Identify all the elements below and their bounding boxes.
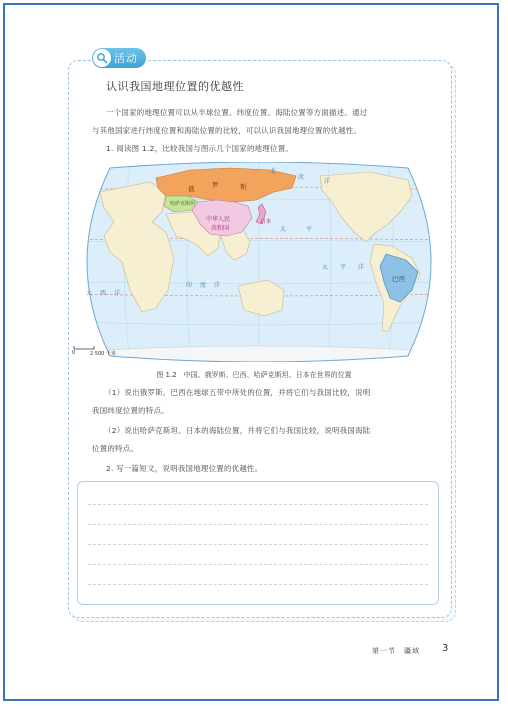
question-2-line-1: （2）说出哈萨克斯坦、日本的海陆位置，并将它们与我国比较，说明我国海陆 (104, 426, 371, 435)
ocean-atlantic-3: 洋 (114, 290, 121, 297)
ocean-indian-2: 度 (200, 282, 207, 289)
question-1-line-1: （1）说出俄罗斯、巴西在地球五带中所处的位置，并将它们与我国比较，说明 (104, 388, 371, 397)
label-japan: 日本 (260, 219, 272, 225)
label-russia-2: 罗 (212, 181, 219, 189)
writing-area[interactable] (77, 481, 439, 605)
intro-line-2: 与其他国家进行纬度位置和海陆位置的比较，可以认识我国地理位置的优越性。 (92, 126, 362, 135)
ocean-indian-1: 印 (186, 282, 193, 289)
scale-bar (74, 346, 94, 349)
writing-line (88, 504, 428, 505)
ocean-indian-3: 洋 (214, 282, 221, 289)
ocean-pacific-east-3: 洋 (358, 264, 365, 271)
writing-line (88, 524, 428, 525)
question-2-line-2: 位置的特点。 (92, 444, 139, 453)
scale-label: 2 500 千米 (90, 351, 116, 357)
label-china-2: 共和国 (211, 225, 230, 232)
ocean-arctic-1: 北 (270, 168, 277, 175)
writing-line (88, 564, 428, 565)
scale-zero: 0 (72, 350, 76, 356)
magnifier-icon (93, 49, 111, 67)
ocean-pacific-west-2: 平 (306, 226, 313, 233)
world-map (70, 162, 448, 362)
footer-section-title: 第一节 疆域 (372, 647, 420, 655)
label-russia-1: 俄 (188, 185, 195, 193)
label-russia-3: 斯 (240, 183, 247, 191)
question-1-line-2: 我国纬度位置的特点。 (92, 406, 169, 415)
figure-caption: 图 1.2 中国、俄罗斯、巴西、哈萨克斯坦、日本在世界的位置 (156, 371, 352, 379)
intro-line-1: 一个国家的地理位置可以从半球位置、纬度位置、海陆位置等方面描述。通过 (106, 108, 368, 117)
writing-line (88, 544, 428, 545)
activity-badge-label: 活动 (114, 52, 138, 65)
writing-line (88, 584, 428, 585)
ocean-arctic-3: 洋 (324, 178, 331, 185)
page-number: 3 (442, 643, 449, 654)
ocean-atlantic-2: 西 (100, 290, 107, 297)
step-1: 1. 阅读图 1.2，比较我国与图示几个国家的地理位置。 (106, 144, 294, 153)
ocean-atlantic-1: 大 (86, 290, 93, 297)
step-2: 2. 写一篇短文，说明我国地理位置的优越性。 (106, 464, 263, 473)
ocean-pacific-east-1: 太 (322, 264, 329, 271)
ocean-arctic-2: 冰 (298, 174, 305, 181)
activity-title: 认识我国地理位置的优越性 (106, 80, 244, 93)
ocean-pacific-west-1: 太 (280, 226, 287, 233)
label-kazakhstan: 哈萨克斯坦 (170, 201, 196, 207)
label-china-1: 中华人民 (206, 216, 231, 223)
greenland-landmass (416, 166, 444, 184)
ocean-pacific-east-2: 平 (340, 264, 347, 271)
label-brazil: 巴西 (392, 275, 405, 283)
activity-badge (92, 48, 146, 68)
